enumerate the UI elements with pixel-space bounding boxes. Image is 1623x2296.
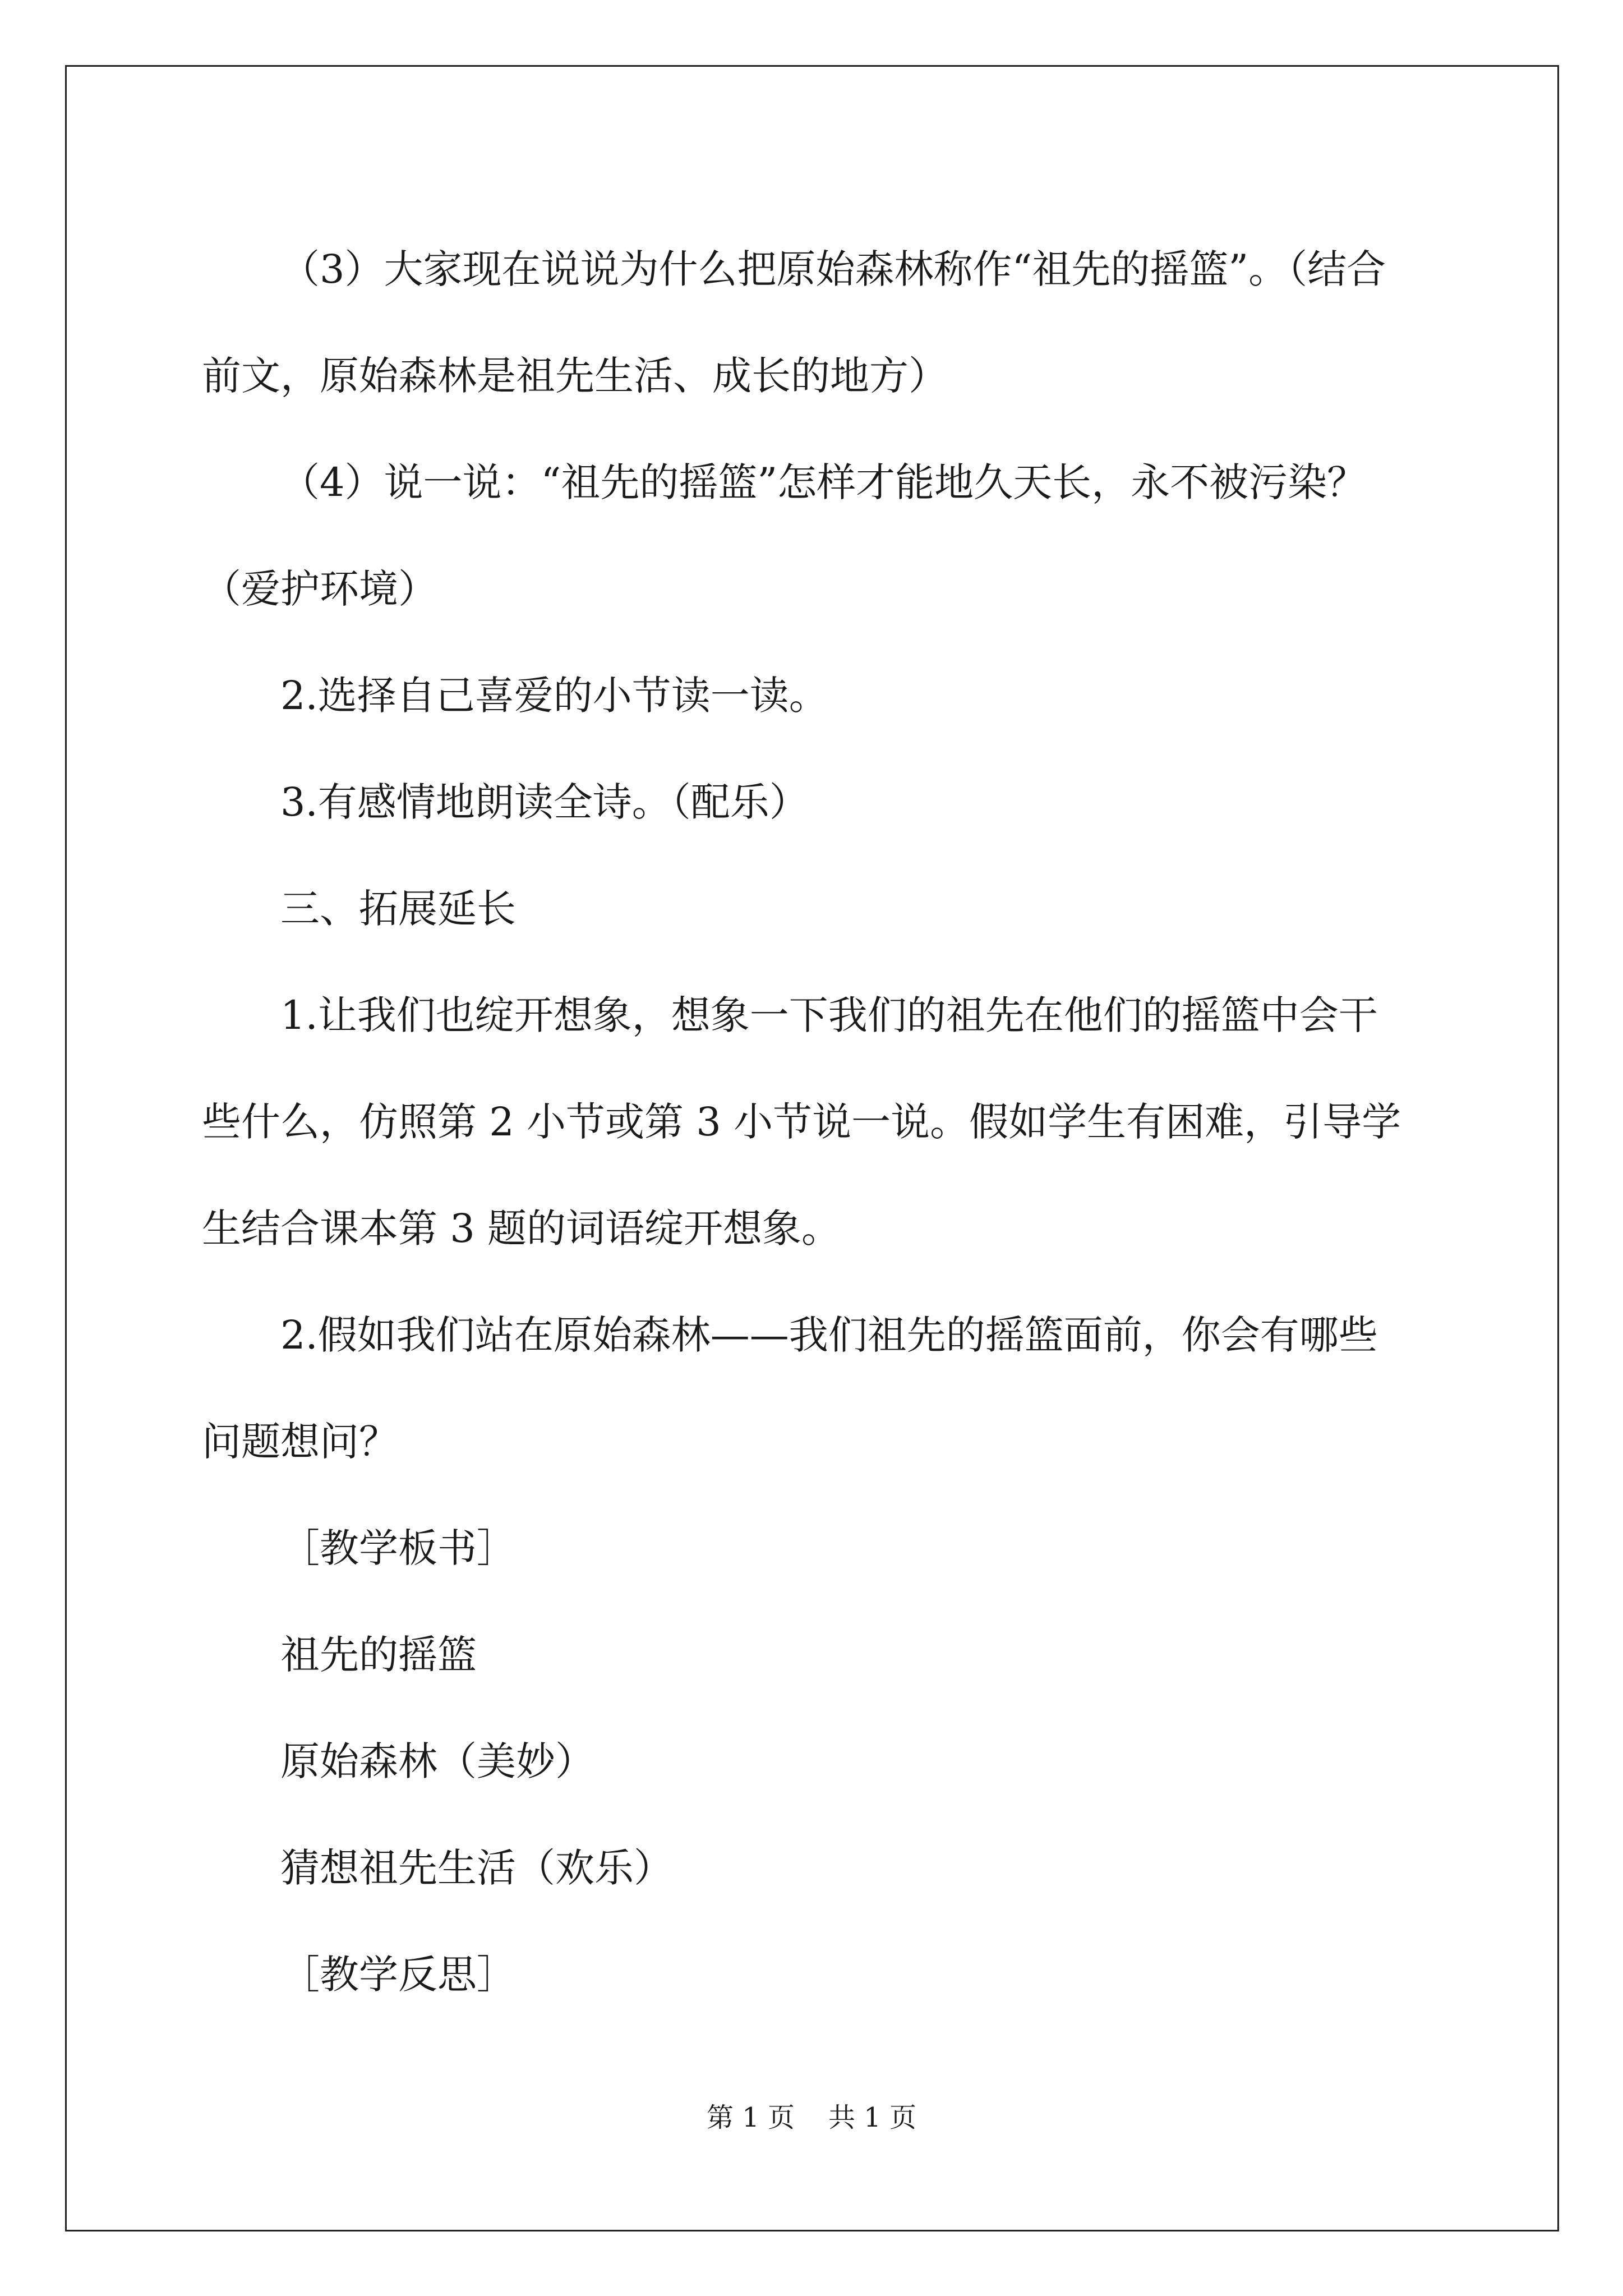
page-number: 第 1 页 [706, 2102, 795, 2133]
section-label: ［教学板书］ [280, 1525, 516, 1571]
blackboard-line: 猜想祖先生活（欢乐） [280, 1845, 673, 1891]
page-total: 共 1 页 [828, 2102, 917, 2133]
paragraph: （4）说一说：“祖先的摇篮”怎样才能地久天长，永不被污染？ [280, 459, 1367, 505]
paragraph: 问题想问？ [202, 1419, 398, 1465]
section-heading: 三、拓展延长 [280, 886, 516, 932]
blackboard-line: 原始森林（美妙） [280, 1738, 594, 1784]
paragraph: 生结合课本第 3 题的词语绽开想象。 [202, 1205, 841, 1251]
paragraph: （3）大家现在说说为什么把原始森林称作“祖先的摇篮”。（结合 [280, 246, 1386, 292]
paragraph: 1.让我们也绽开想象，想象一下我们的祖先在他们的摇篮中会干 [280, 992, 1378, 1038]
paragraph: 前文，原始森林是祖先生活、成长的地方） [202, 353, 948, 399]
paragraph: （爱护环境） [202, 566, 437, 612]
paragraph: 些什么，仿照第 2 小节或第 3 小节说一说。假如学生有困难，引导学 [202, 1099, 1401, 1145]
paragraph: 2.选择自己喜爱的小节读一读。 [280, 673, 828, 719]
page-footer [0, 2101, 1623, 2134]
document-body [202, 216, 1436, 2028]
blackboard-line: 祖先的摇篮 [280, 1632, 477, 1678]
paragraph: 2.假如我们站在原始森林——我们祖先的摇篮面前，你会有哪些 [280, 1312, 1378, 1358]
paragraph: 3.有感情地朗读全诗。（配乐） [280, 779, 809, 825]
section-label: ［教学反思］ [280, 1952, 516, 1998]
